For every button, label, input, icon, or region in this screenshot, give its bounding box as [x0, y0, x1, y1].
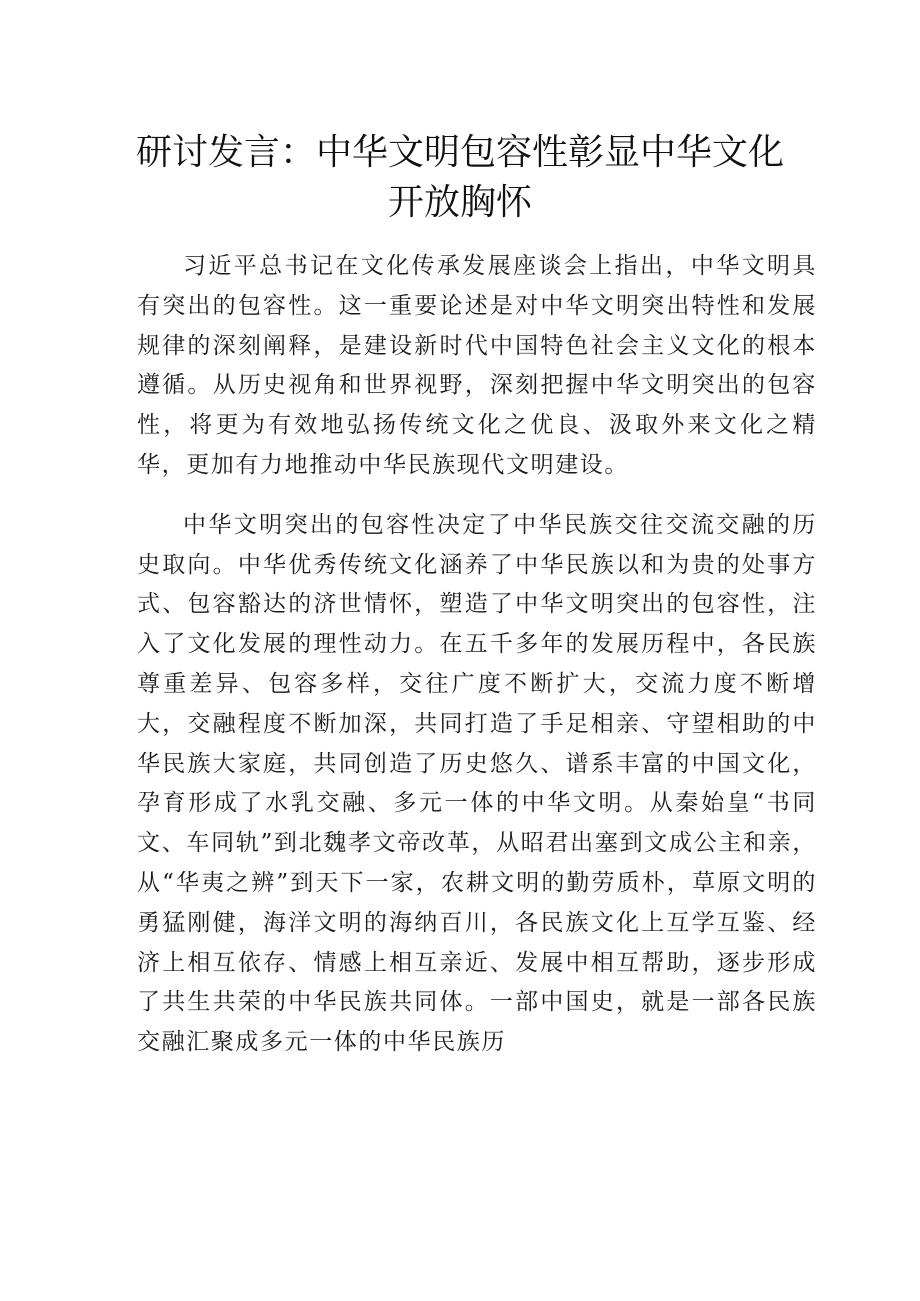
document-title: 研讨发言：中华文明包容性彰显中华文化开放胸怀	[135, 132, 784, 223]
paragraph-2: 中华文明突出的包容性决定了中华民族交往交流交融的历史取向。中华优秀传统文化涵养了中华民族以和为贵的处事方式、包容豁达的济世情怀，塑造了中华文明突出的包容性，注入了文化发展的理性动力。在五千多年的发展历程中，各民族尊重差异、包容多样，交往广度不断扩大，交流力度不断增大，交融程度不断加深，共同打造了手足相亲、守望相助的中华民族大家庭，共同创造了历史悠久、谱系丰富的中国文化，孕育形成了水乳交融、多元一体的中华文明。从秦始皇“书同文、车同轨”到北魏孝文帝改革，从昭君出塞到文成公主和亲，从“华夷之辨”到天下一家，农耕文明的勤劳质朴，草原文明的勇猛刚健，海洋文明的海纳百川，各民族文化上互学互鉴、经济上相互依存、情感上相互亲近、发展中相互帮助，逐步形成了共生共荣的中华民族共同体。一部中国史，就是一部各民族交融汇聚成多元一体的中华民族历	[137, 511, 817, 1056]
paragraph-1: 习近平总书记在文化传承发展座谈会上指出，中华文明具有突出的包容性。这一重要论述是对中华文明突出特性和发展规律的深刻阐释，是建设新时代中国特色社会主义文化的根本遵循。从历史视角和世界视野，深刻把握中华文明突出的包容性，将更为有效地弘扬传统文化之优良、汲取外来文化之精华，更加有力地推动中华民族现代文明建设。	[137, 253, 817, 478]
document-body	[137, 247, 817, 1063]
